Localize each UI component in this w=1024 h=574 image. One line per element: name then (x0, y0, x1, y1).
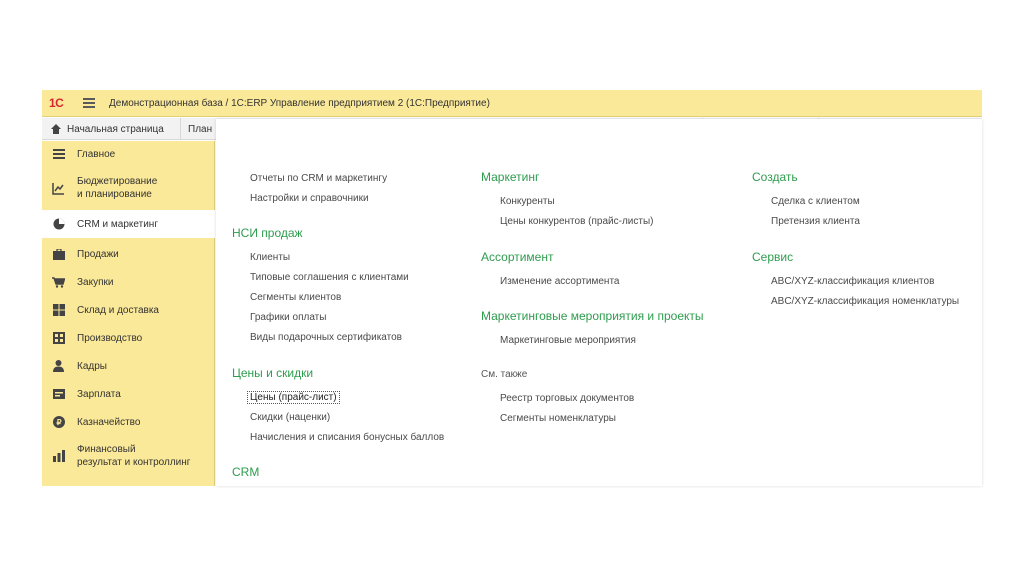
link-price-list[interactable]: Цены (прайс-лист) (247, 391, 340, 404)
sidebar-item-label: Зарплата (77, 388, 121, 400)
factory-icon (52, 332, 65, 345)
label-line-2: результат и контроллинг (77, 457, 191, 468)
section-content-panel (216, 119, 982, 486)
sidebar-item-treasury[interactable] (42, 408, 215, 436)
title-bar (42, 90, 982, 117)
sidebar-item-label: Главное (77, 148, 116, 160)
link-abc-xyz-clients[interactable]: ABC/XYZ-классификация клиентов (771, 276, 935, 287)
link-assortment-change[interactable]: Изменение ассортимента (500, 276, 620, 287)
see-also-title: См. также (481, 369, 528, 380)
group-title-prices: Цены и скидки (232, 366, 314, 380)
treasury-icon (52, 416, 65, 429)
link-settings[interactable]: Настройки и справочники (250, 193, 369, 204)
sidebar-item-main[interactable] (42, 141, 215, 167)
link-competitors[interactable]: Конкуренты (500, 196, 555, 207)
label-line-1: Финансовый (77, 444, 136, 455)
group-title-assortment: Ассортимент (481, 250, 554, 264)
link-standard-agreements[interactable]: Типовые соглашения с клиентами (250, 272, 409, 283)
sidebar-item-label: Казначейство (77, 416, 141, 428)
link-client-segments[interactable]: Сегменты клиентов (250, 292, 342, 303)
sidebar-item-label: Производство (77, 332, 143, 344)
sidebar-item-crm[interactable] (42, 210, 216, 238)
warehouse-icon (52, 304, 65, 317)
link-nomenclature-segments[interactable]: Сегменты номенклатуры (500, 413, 616, 424)
link-bonus-points[interactable]: Начисления и списания бонусных баллов (250, 432, 445, 443)
sidebar-item-label: Продажи (77, 248, 119, 260)
label-line-2: и планирование (77, 189, 152, 200)
sidebar-item-label: Кадры (77, 360, 107, 372)
link-marketing-events[interactable]: Маркетинговые мероприятия (500, 335, 636, 346)
sidebar-item-production[interactable] (42, 324, 215, 352)
finance-icon (52, 450, 65, 463)
link-clients[interactable]: Клиенты (250, 252, 291, 263)
salary-icon (52, 388, 65, 401)
home-icon (51, 124, 61, 134)
group-title-marketing: Маркетинг (481, 170, 540, 184)
sidebar-item-finance[interactable] (42, 436, 215, 476)
sidebar-item-label: Закупки (77, 276, 114, 288)
menu-icon (52, 148, 65, 161)
app-window (42, 90, 982, 486)
1c-logo[interactable] (49, 96, 73, 110)
sidebar-item-sales[interactable] (42, 240, 215, 268)
cart-icon (52, 276, 65, 289)
sidebar-item-label (77, 443, 190, 469)
main-menu-icon[interactable] (83, 98, 95, 108)
svg-text:₽: ₽ (55, 418, 62, 427)
person-icon (52, 360, 65, 373)
group-title-create: Создать (752, 170, 798, 184)
budget-icon (52, 182, 65, 195)
label-line-1: Бюджетирование (77, 176, 158, 187)
sidebar-item-purchases[interactable] (42, 268, 215, 296)
sidebar-item-salary[interactable] (42, 380, 215, 408)
sidebar-item-label: Склад и доставка (77, 304, 159, 316)
tab-home[interactable] (42, 118, 181, 140)
group-title-service: Сервис (752, 250, 794, 264)
group-title-marketing-events: Маркетинговые мероприятия и проекты (481, 309, 704, 323)
pie-chart-icon (52, 218, 65, 231)
sidebar-item-label: CRM и маркетинг (77, 218, 158, 230)
window-title: Демонстрационная база / 1С:ERP Управление предприятием 2 (1С:Предприятие) (109, 97, 490, 109)
group-title-nsi: НСИ продаж (232, 226, 303, 240)
sections-sidebar (42, 141, 215, 486)
logo-text: 1С (49, 96, 64, 110)
link-gift-certificates[interactable]: Виды подарочных сертификатов (250, 332, 402, 343)
link-create-deal[interactable]: Сделка с клиентом (771, 196, 860, 207)
sidebar-item-warehouse[interactable] (42, 296, 215, 324)
sidebar-item-label (77, 175, 157, 201)
sales-icon (52, 248, 65, 261)
tab-plan-label: План (188, 123, 213, 135)
link-crm-reports[interactable]: Отчеты по CRM и маркетингу (250, 173, 388, 184)
link-abc-xyz-nomenclature[interactable]: ABC/XYZ-классификация номенклатуры (771, 296, 960, 307)
sidebar-item-hr[interactable] (42, 352, 215, 380)
link-trade-docs-registry[interactable]: Реестр торговых документов (500, 393, 635, 404)
link-create-claim[interactable]: Претензия клиента (771, 216, 860, 227)
sidebar-item-budgeting[interactable] (42, 167, 215, 209)
group-title-crm: CRM (232, 465, 260, 479)
tab-home-label: Начальная страница (67, 123, 164, 135)
link-discounts[interactable]: Скидки (наценки) (250, 412, 331, 423)
link-competitor-prices[interactable]: Цены конкурентов (прайс-листы) (500, 216, 654, 227)
link-payment-schedules[interactable]: Графики оплаты (250, 312, 327, 323)
